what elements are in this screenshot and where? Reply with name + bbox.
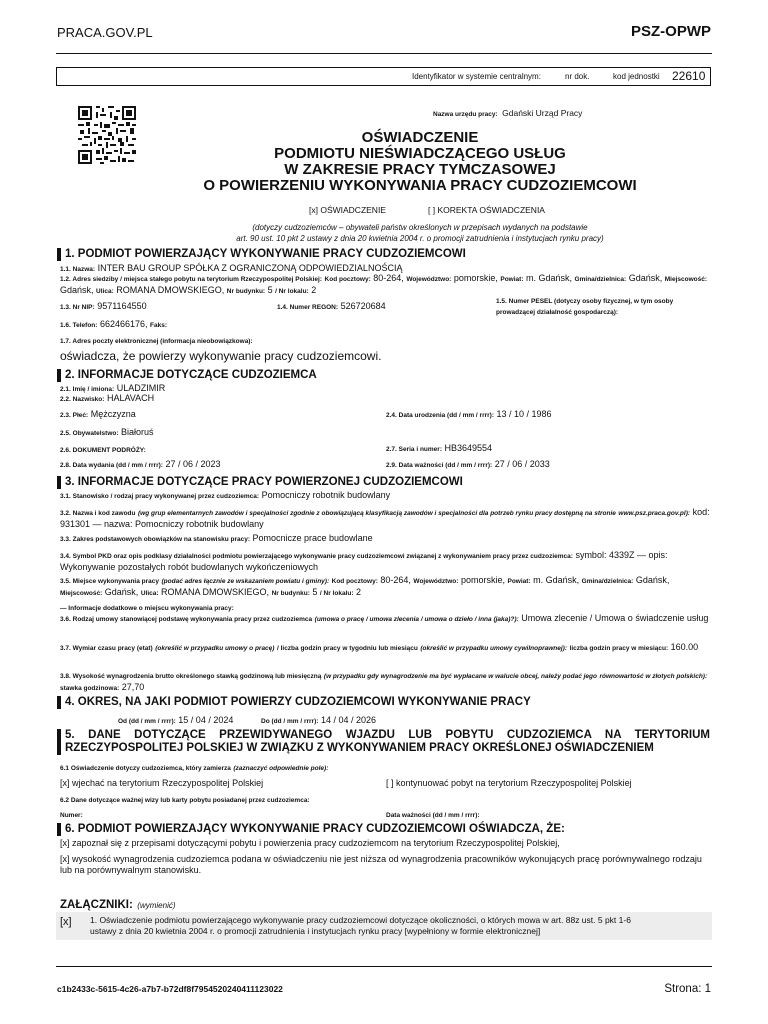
site-name: PRACA.GOV.PL	[57, 25, 153, 40]
s6-point-1: [x] zapoznał się z przepisami dotyczącymi pobytu i powierzenia pracy cudzoziemcom na terytorium Rzeczypospolitej Polskiej,	[60, 838, 560, 848]
s1-regon-label: 1.4. Numer REGON:	[277, 304, 339, 311]
s3-gmina: Gdańsk,	[635, 575, 670, 585]
s3-wyn-label-i: (w przypadku gdy wynagrodzenie ma być wypłacane w walucie obcej, należy podać jego	[323, 673, 597, 680]
s2-nazw: HALAVACH	[106, 393, 155, 403]
s2-obyw: Białoruś	[121, 427, 154, 437]
s2-dok-row	[60, 444, 360, 456]
s2-ur-row	[386, 409, 552, 419]
s3-zaw-row	[60, 507, 710, 530]
s3-pow: m. Gdańsk,	[533, 575, 580, 585]
s1-ulica-label: Ulica:	[96, 288, 114, 295]
attachment-line-1: 1. Oświadczenie podmiotu powierzającego wykonywanie pracy cudzoziemcowi dotyczące okoliczności, o których mowa w art. 88z ust. 5 pkt 1-6	[90, 915, 631, 925]
s3-lok-label: / Nr lokalu:	[319, 590, 354, 597]
s3-ulica-label: Ulica:	[140, 590, 159, 597]
s1-bud: 5	[267, 285, 273, 295]
section-6-title: 6. PODMIOT POWIERZAJĄCY WYKONYWANIE PRACY CUDZOZIEMCOWI OŚWIADCZA, ŻE:	[57, 823, 565, 836]
s3-wym-label-i: (określić w przypadku umowy o pracę)	[155, 645, 275, 652]
s3-wyn-label: 3.8. Wysokość wynagrodzenia brutto określonego stawką godzinową lub miesięczną	[60, 673, 322, 680]
s3-um-row	[60, 613, 710, 625]
s1-lok-label: / Nr lokalu:	[275, 288, 309, 295]
s4-od: 15 / 04 / 2024	[178, 715, 234, 725]
s3-ulica: ROMANA DMOWSKIEGO,	[161, 587, 270, 597]
s1-nip-row	[60, 301, 280, 313]
attachments-title: ZAŁĄCZNIKI:	[60, 899, 133, 911]
s2-waz-label: 2.9. Data ważności (dd / mm / rrrr):	[386, 462, 493, 469]
s2-imie-label: 2.1. Imię / imiona:	[60, 386, 115, 393]
s2-waz-row	[386, 459, 550, 469]
s2-plec-row	[60, 409, 360, 421]
s3-postal: 80-264,	[380, 575, 411, 585]
s2-nazw-label: 2.2. Nazwisko:	[60, 396, 105, 403]
office-row	[433, 103, 582, 121]
s1-gmina-label: Gmina/dzielnica:	[574, 276, 627, 283]
s3-st-label: 3.1. Stanowisko / rodzaj pracy wykonywanej przez cudzoziemca:	[60, 493, 260, 500]
s2-dok-label: 2.6. DOKUMENT PODRÓŻY:	[60, 447, 146, 454]
s2-plec: Mężczyzna	[90, 409, 136, 419]
s3-wyn-label-3: stawka godzinowa:	[60, 685, 120, 692]
id-label: Identyfikator w systemie centralnym:	[412, 72, 541, 81]
s1-lok: 2	[311, 285, 317, 295]
unit-value: 22610	[672, 69, 706, 83]
s1-regon-row	[277, 301, 386, 311]
s3-bud: 5	[312, 587, 318, 597]
s3-wym-label-3: liczba godzin pracy w miesiącu:	[569, 645, 669, 652]
s3-um-label-i: (umowa o pracę / umowa zlecenia / umowa o dzieło / inna (jaka)?):	[314, 616, 519, 623]
s5-title-2: RZECZYPOSPOLITEJ POLSKIEJ W ZWIĄZKU Z WYKONYWANIEM PRACY OKREŚLONEJ OŚWIADCZENIEM	[65, 742, 654, 754]
s1-nip-label: 1.3. Nr NIP:	[60, 304, 95, 311]
s3-postal-label: Kod pocztowy:	[331, 578, 378, 585]
section-5-title	[57, 729, 710, 755]
s5-option-enter: [x] wjechać na terytorium Rzeczypospolitej Polskiej	[60, 778, 264, 788]
s3-pkd-1: symbol: 4339Z	[575, 550, 635, 560]
unit-label: kod jednostki	[613, 72, 660, 81]
attachment-mark: [x]	[60, 916, 72, 928]
s3-woj: pomorskie,	[460, 575, 505, 585]
s1-woj-label: Województwo:	[406, 276, 452, 283]
attachment-text	[90, 915, 710, 937]
s3-mw-row	[60, 575, 710, 599]
s2-wyd-label: 2.8. Data wydania (dd / mm / rrrr):	[60, 462, 163, 469]
s2-obyw-row	[60, 427, 710, 439]
s4-od-row	[118, 715, 233, 725]
s1-pow: m. Gdańsk,	[526, 273, 573, 283]
s4-od-label: Od (dd / mm / rrrr):	[118, 718, 176, 725]
s1-name-value: INTER BAU GROUP SPÓŁKA Z OGRANICZONĄ ODPOWIEDZIALNOŚCIĄ	[97, 263, 403, 273]
form-code: PSZ-OPWP	[630, 23, 711, 40]
s2-imie: ULADZIMIR	[116, 383, 166, 393]
s1-miejsc: Gdańsk,	[60, 285, 94, 295]
kind-option-declaration: [x] OŚWIADCZENIE	[309, 205, 386, 215]
s2-seria-label: 2.7. Seria i numer:	[386, 446, 442, 453]
s3-gmina-label: Gmina/dzielnica:	[581, 578, 634, 585]
s1-fax-label: Faks:	[150, 322, 168, 329]
s5-q-label-i: (zaznaczyć odpowiednie pole):	[233, 765, 329, 772]
s6-point-2b: lub na porównywalnym stanowisku.	[60, 865, 202, 875]
s3-wyn-label-i2: równowartość w złotych polskich):	[599, 673, 708, 680]
s1-tel: 662466176,	[99, 319, 148, 329]
s5-q-label: 6.1 Oświadczenie dotyczy cudzoziemca, który zamierza	[60, 765, 231, 772]
s4-do-row	[261, 715, 376, 725]
section-1-title: 1. PODMIOT POWIERZAJĄCY WYKONYWANIE PRACY CUDZOZIEMCOWI	[57, 248, 466, 261]
s2-seria-row	[386, 443, 492, 453]
s1-bud-label: Nr budynku:	[226, 288, 266, 295]
s1-name-label: 1.1. Nazwa:	[60, 266, 96, 273]
s3-wym-label-2-i: (określić w przypadku umowy cywilnoprawnej):	[420, 645, 567, 652]
attachment-item	[56, 912, 712, 940]
s2-plec-label: 2.3. Płeć:	[60, 412, 89, 419]
s1-addr-label: 1.2. Adres siedziby / miejsca stałego pobytu na terytorium Rzeczypospolitej Polskiej:	[60, 276, 323, 283]
title-line-2: PODMIOTU NIEŚWIADCZĄCEGO USŁUG	[274, 145, 566, 162]
section-4-title: 4. OKRES, NA JAKI PODMIOT POWIERZY CUDZOZIEMCOWI WYKONYWANIE PRACY	[57, 696, 531, 709]
s5-q-row	[60, 762, 710, 774]
s3-mw-label: 3.5. Miejsce wykonywania pracy	[60, 578, 159, 585]
s1-gmina: Gdańsk,	[628, 273, 663, 283]
s3-wym-row	[60, 642, 710, 654]
s6-point-2	[60, 854, 720, 876]
s3-wym: 160.00	[670, 642, 699, 652]
s2-wyd: 27 / 06 / 2023	[165, 459, 221, 469]
s3-zak-row	[60, 533, 710, 545]
document-hash: c1b2433c-5615-4c26-a7b7-b72df8f7954520240411123022	[57, 984, 283, 994]
attachments-title-note: (wymienić)	[137, 901, 176, 910]
s3-woj-label: Województwo:	[413, 578, 459, 585]
s3-pkd-row	[60, 550, 710, 573]
s3-st-row	[60, 490, 710, 502]
title-line-4: O POWIERZENIU WYKONYWANIA PRACY CUDZOZIEMCOWI	[203, 177, 637, 194]
title-line-1: OŚWIADCZENIE	[361, 129, 479, 146]
s1-tel-label: 1.6. Telefon:	[60, 322, 98, 329]
s1-declaration: oświadcza, że powierzy wykonywanie pracy cudzoziemcowi.	[60, 349, 382, 363]
s3-um-label: 3.6. Rodzaj umowy stanowiącej podstawę wykonywania pracy przez cudzoziemca	[60, 616, 313, 623]
s3-zaw-label-2: (wg grup elementarnych zawodów i specjalności zgodnie z obowiązującą klasyfikacją zawodów i specjalności dla potrzeb rynku pracy dostępną na stronie	[138, 510, 616, 517]
section-3-title: 3. INFORMACJE DOTYCZĄCE PRACY POWIERZONEJ CUDZOZIEMCOWI	[57, 476, 463, 489]
section-2-title: 2. INFORMACJE DOTYCZĄCE CUDZOZIEMCA	[57, 369, 317, 382]
s2-wyd-row	[60, 459, 360, 471]
s3-wym-label: 3.7. Wymiar czasu pracy (etat)	[60, 645, 153, 652]
title-line-3: W ZAKRESIE PRACY TYMCZASOWEJ	[284, 161, 556, 178]
s3-miejsc-label: Miejscowość:	[60, 590, 103, 597]
kind-option-correction: [ ] KOREKTA OŚWIADCZENIA	[428, 205, 545, 215]
s2-ur: 13 / 10 / 1986	[496, 409, 552, 419]
s3-pow-label: Powiat:	[507, 578, 531, 585]
attachments-title-row	[60, 895, 176, 913]
s3-wyn-row	[60, 670, 710, 694]
s3-st: Pomocniczy robotnik budowlany	[261, 490, 391, 500]
s5-title-1: 5. DANE DOTYCZĄCE PRZEWIDYWANEGO WJAZDU LUB POBYTU CUDZOZIEMCA NA TERYTORIUM	[65, 729, 710, 741]
office-value: Gdański Urząd Pracy	[502, 108, 583, 118]
s3-zaw-label-1: 3.2. Nazwa i kod zawodu	[60, 510, 136, 517]
s1-regon: 526720684	[340, 301, 386, 311]
s5-option-continue: [ ] kontynuować pobyt na terytorium Rzeczypospolitej Polskiej	[386, 778, 632, 788]
id-box	[56, 67, 711, 86]
s1-pesel-label	[496, 296, 673, 318]
office-label: Nazwa urzędu pracy:	[433, 111, 498, 118]
footer-divider	[56, 966, 712, 967]
s2-obyw-label: 2.5. Obywatelstwo:	[60, 430, 119, 437]
s1-postal-label: Kod pocztowy:	[324, 276, 371, 283]
s3-info-label: — Informacje dodatkowe o miejscu wykonywania pracy:	[60, 605, 234, 612]
s1-ulica: ROMANA DMOWSKIEGO,	[116, 285, 225, 295]
header-divider	[56, 53, 712, 54]
s1-tel-row	[60, 319, 710, 331]
attachment-line-2: ustawy z dnia 20 kwietnia 2004 r. o promocji zatrudnienia i instytucjach rynku pracy [wypełniony w formie elektronicznej]	[90, 926, 541, 936]
s3-lok: 2	[356, 587, 362, 597]
s1-nip: 9571164550	[97, 301, 147, 311]
s3-wyn: 27,70	[121, 682, 145, 692]
s2-seria: HB3649554	[444, 443, 493, 453]
s2-nazw-row	[60, 393, 710, 405]
s1-email-label: 1.7. Adres poczty elektronicznej (informacja nieobowiązkowa):	[60, 338, 253, 345]
s3-mw-label-i: (podać adres łącznie ze wskazaniem powiatu i gminy):	[161, 578, 330, 585]
document-title	[0, 130, 768, 194]
s5-num-label: Numer:	[60, 812, 83, 819]
s3-zak: Pomocnicze prace budowlane	[252, 533, 373, 543]
s5-waz-label: Data ważności (dd / mm / rrrr):	[386, 812, 480, 819]
s3-pkd-2: — opis: Wykonywanie pozostałych robót budowlanych wykończeniowych	[60, 550, 668, 572]
intro-text	[150, 222, 690, 244]
s3-bud-label: Nr budynku:	[271, 590, 310, 597]
s3-wym-label-2: / liczba godzin pracy w tygodniu lub miesiącu	[276, 645, 418, 652]
s1-pesel-label-1: 1.5. Numer PESEL (dotyczy osoby fizycznej, w tym osoby	[496, 298, 674, 305]
s3-um-1: Umowa	[521, 613, 552, 623]
s6-point-2a: [x] wysokość wynagrodzenia cudzoziemca podana w oświadczeniu nie jest niższa od wynagrodzenia pracowników wykonujących pracę porównywalnego rodzaju	[60, 854, 702, 864]
s3-zaw: kod: 931301 — nazwa: Pomocniczy robotnik budowlany	[60, 507, 710, 529]
intro-line-2: art. 90 ust. 10 pkt 2 ustawy z dnia 20 kwietnia 2004 r. o promocji zatrudnienia i instytucjach rynku pracy)	[236, 234, 604, 243]
s5-visa-label: 6.2 Dane dotyczące ważnej wizy lub karty pobytu posiadanej przez cudzoziemca:	[60, 797, 310, 804]
s4-do-label: Do (dd / mm / rrrr):	[261, 718, 319, 725]
s3-zak-label: 3.3. Zakres podstawowych obowiązków na stanowisku pracy:	[60, 536, 250, 543]
id-value: nr dok.	[565, 72, 590, 81]
intro-line-1: (dotyczy cudzoziemców – obywateli państw określonych w przepisach wydanych na podstawie	[252, 223, 588, 232]
s1-pow-label: Powiat:	[500, 276, 524, 283]
s4-do: 14 / 04 / 2026	[320, 715, 376, 725]
s3-miejsc: Gdańsk,	[104, 587, 139, 597]
s1-woj: pomorskie,	[453, 273, 498, 283]
s3-zaw-label-3: www.psz.praca.gov.pl):	[618, 510, 691, 517]
s2-ur-label: 2.4. Data urodzenia (dd / mm / rrrr):	[386, 412, 494, 419]
s1-address-row	[60, 273, 710, 297]
s1-miejsc-label: Miejscowość:	[664, 276, 708, 283]
s1-pesel-label-2: prowadzącej działalność gospodarczą):	[496, 309, 619, 316]
s2-waz: 27 / 06 / 2033	[494, 459, 550, 469]
s3-um-2: zlecenie / Umowa o świadczenie usług	[554, 613, 709, 623]
s1-postal: 80-264,	[373, 273, 404, 283]
page-number: Strona: 1	[664, 983, 711, 995]
s3-pkd-label: 3.4. Symbol PKD oraz opis podklasy działalności podmiotu powierzającego wykonywanie pracy cudzoziemcowi związanej z wykonywaniem pracy przez cudzoziemca:	[60, 553, 573, 560]
